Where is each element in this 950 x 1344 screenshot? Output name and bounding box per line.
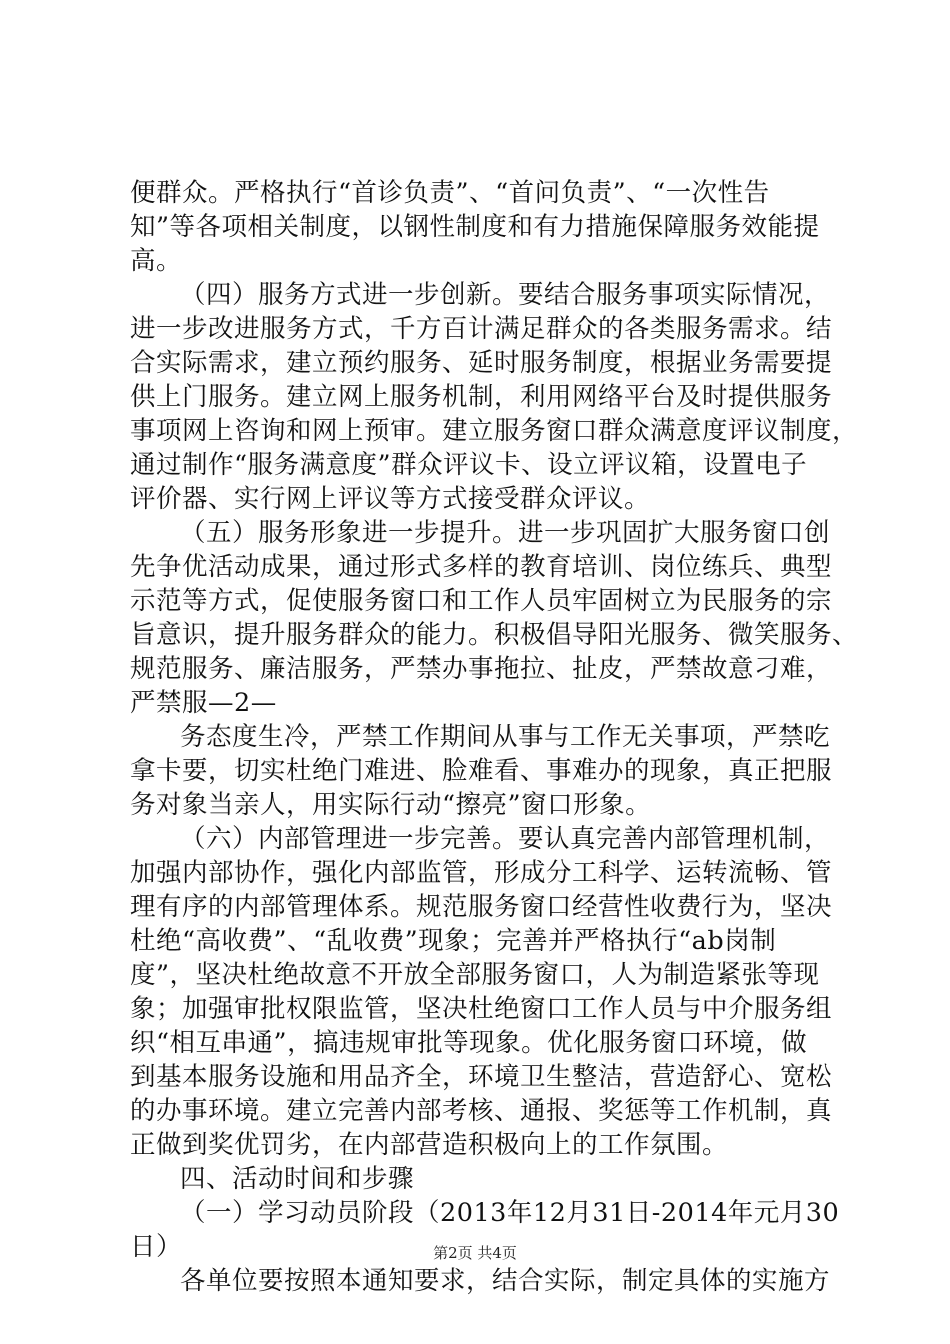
- body-text-line: 示范等方式，促使服务窗口和工作人员牢固树立为民服务的宗: [130, 586, 833, 616]
- body-text-line: 象；加强审批权限监管，坚决杜绝窗口工作人员与中介服务组: [130, 994, 833, 1024]
- body-text-line: 日）: [130, 1232, 183, 1262]
- body-text-line: 先争优活动成果，通过形式多样的教育培训、岗位练兵、典型: [130, 552, 833, 582]
- paragraph-start-line: （五）服务形象进一步提升。进一步巩固扩大服务窗口创: [180, 518, 831, 548]
- body-text-line: 规范服务、廉洁服务，严禁办事拖拉、扯皮，严禁故意刁难，: [130, 654, 833, 684]
- body-text-line: 度”，坚决杜绝故意不开放全部服务窗口，人为制造紧张等现: [130, 960, 820, 990]
- body-text-line: 理有序的内部管理体系。规范服务窗口经营性收费行为，坚决: [130, 892, 833, 922]
- body-text-line: 供上门服务。建立网上服务机制，利用网络平台及时提供服务: [130, 382, 833, 412]
- body-text-line: 杜绝“高收费”、“乱收费”现象；完善并严格执行“ab岗制: [130, 926, 777, 956]
- paragraph-start-line: （四）服务方式进一步创新。要结合服务事项实际情况，: [180, 280, 831, 310]
- section-heading: 四、活动时间和步骤: [180, 1164, 415, 1194]
- body-text-line: 务对象当亲人，用实际行动“擦亮”窗口形象。: [130, 790, 652, 820]
- body-text-line: 事项网上咨询和网上预审。建立服务窗口群众满意度评议制度，: [130, 416, 859, 446]
- body-text-line: 严禁服—2—: [130, 688, 277, 718]
- body-text-line: 进一步改进服务方式，千方百计满足群众的各类服务需求。结: [130, 314, 833, 344]
- body-text-line: 到基本服务设施和用品齐全，环境卫生整洁，营造舒心、宽松: [130, 1062, 833, 1092]
- page-footer: 第2页 共4页: [433, 1244, 517, 1262]
- paragraph-start-line: 各单位要按照本通知要求，结合实际，制定具体的实施方: [180, 1266, 831, 1296]
- body-text-line: 拿卡要，切实杜绝门难进、脸难看、事难办的现象，真正把服: [130, 756, 833, 786]
- body-text-line: 的办事环境。建立完善内部考核、通报、奖惩等工作机制，真: [130, 1096, 833, 1126]
- body-text-line: 织“相互串通”，搞违规审批等现象。优化服务窗口环境，做: [130, 1028, 808, 1058]
- body-text-line: 高。: [130, 246, 183, 276]
- subsection-heading: （一）学习动员阶段（2013年12月31日-2014年元月30: [180, 1198, 840, 1228]
- body-text-line: 评价器、实行网上评议等方式接受群众评议。: [130, 484, 651, 514]
- paragraph-start-line: （六）内部管理进一步完善。要认真完善内部管理机制，: [180, 824, 831, 854]
- body-text-line: 通过制作“服务满意度”群众评议卡、设立评议箱，设置电子: [130, 450, 808, 480]
- paragraph-start-line: 务态度生冷，严禁工作期间从事与工作无关事项，严禁吃: [180, 722, 831, 752]
- body-text-line: 正做到奖优罚劣，在内部营造积极向上的工作氛围。: [130, 1130, 729, 1160]
- body-text-line: 旨意识，提升服务群众的能力。积极倡导阳光服务、微笑服务、: [130, 620, 859, 650]
- body-text-line: 合实际需求，建立预约服务、延时服务制度，根据业务需要提: [130, 348, 833, 378]
- body-text-line: 知”等各项相关制度，以钢性制度和有力措施保障服务效能提: [130, 212, 820, 242]
- body-text-line: 加强内部协作，强化内部监管，形成分工科学、运转流畅、管: [130, 858, 833, 888]
- body-text-line: 便群众。严格执行“首诊负责”、“首问负责”、“一次性告: [130, 178, 770, 208]
